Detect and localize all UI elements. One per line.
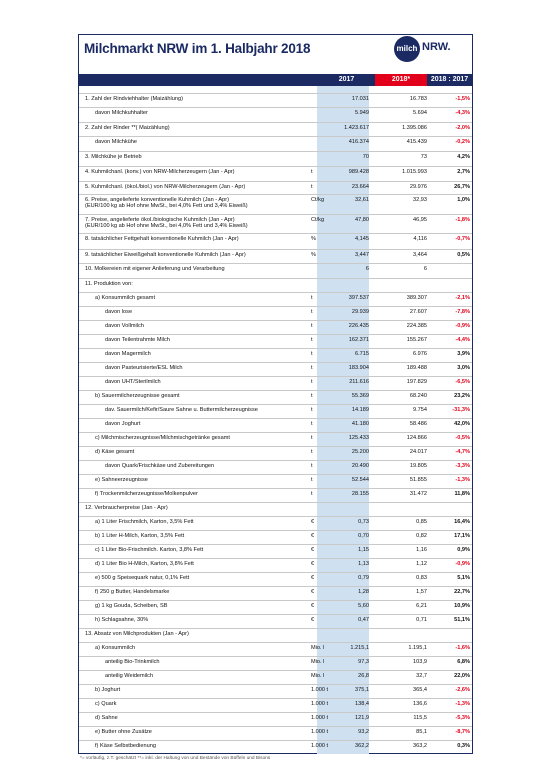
value-2017: 28.155	[351, 491, 369, 497]
value-2018: 19.805	[409, 463, 427, 469]
row-unit: %	[311, 236, 316, 242]
row-separator	[79, 446, 472, 447]
value-2017: 375,1	[355, 687, 369, 693]
row-separator	[79, 628, 472, 629]
value-2018: 197.829	[406, 379, 427, 385]
change-percent: -2,6%	[455, 687, 470, 693]
row-separator	[79, 214, 472, 215]
change-percent: -4,3%	[455, 110, 470, 116]
row-separator	[79, 107, 472, 108]
row-label: c) 1 Liter Bio-Frischmilch. Karton, 3,8% Fett	[95, 547, 204, 553]
row-label: 13. Absatz von Milchprodukten (Jan - Apr)	[85, 631, 189, 637]
value-2017: 14.189	[351, 407, 369, 413]
value-2017: 0,73	[358, 519, 369, 525]
row-separator	[79, 516, 472, 517]
change-percent: -4,7%	[455, 449, 470, 455]
row-unit: €	[311, 589, 315, 595]
change-percent: 3,9%	[457, 351, 470, 357]
row-label: e) Butter ohne Zusätze	[95, 729, 152, 735]
value-2017: 93,2	[358, 729, 369, 735]
value-2017: 121,9	[355, 715, 369, 721]
value-2017: 125.433	[348, 435, 369, 441]
value-2018: 1.015.993	[402, 169, 427, 175]
value-2018: 415.439	[406, 139, 427, 145]
row-unit: t	[311, 463, 313, 469]
table-row	[79, 184, 472, 198]
value-2017: 6	[365, 266, 369, 272]
row-separator	[79, 712, 472, 713]
value-2017: 4,145	[355, 236, 369, 242]
row-unit: €	[311, 561, 315, 567]
row-label: davon Milchkuhhalter	[95, 110, 148, 116]
row-label: davon Pasteurisierte/ESL Milch	[105, 365, 183, 371]
row-unit: t	[311, 184, 313, 190]
change-percent: 6,8%	[457, 659, 470, 665]
value-2018: 3,464	[413, 252, 427, 258]
row-label: davon Magermilch	[105, 351, 151, 357]
row-separator	[79, 502, 472, 503]
value-2018: 1.395.086	[402, 125, 427, 131]
change-percent: 2,7%	[457, 169, 470, 175]
value-2017: 211.616	[349, 379, 369, 385]
row-label: 10. Molkereien mit eigener Anlieferung und Verarbeitung	[85, 266, 225, 272]
row-unit: t	[311, 393, 313, 399]
value-2018: 73	[420, 154, 427, 160]
row-separator	[79, 376, 472, 377]
value-2018: 1,57	[416, 589, 427, 595]
change-percent: -5,3%	[455, 715, 470, 721]
row-separator	[79, 166, 472, 167]
change-percent: 0,3%	[457, 743, 470, 749]
row-separator	[79, 348, 472, 349]
change-percent: -1,3%	[455, 701, 470, 707]
row-unit: t	[311, 169, 313, 175]
change-percent: -1,3%	[455, 477, 470, 483]
value-2017: 3,447	[355, 252, 369, 258]
row-separator	[79, 670, 472, 671]
header-change: 2018 : 2017	[430, 76, 469, 83]
value-2018: 115,5	[413, 715, 427, 721]
row-separator	[79, 306, 472, 307]
value-2018: 46,95	[413, 217, 427, 223]
change-percent: -31,3%	[452, 407, 470, 413]
value-2018: 1.195,1	[408, 645, 427, 651]
row-separator	[79, 726, 472, 727]
row-separator	[79, 460, 472, 461]
row-separator	[79, 684, 472, 685]
value-2018: 24.017	[409, 449, 427, 455]
row-separator	[79, 614, 472, 615]
value-2017: 6.715	[355, 351, 369, 357]
value-2018: 189.488	[406, 365, 427, 371]
value-2017: 5.949	[355, 110, 369, 116]
value-2018: 51.855	[409, 477, 427, 483]
value-2018: 16.783	[409, 96, 427, 102]
row-separator	[79, 362, 472, 363]
row-separator	[79, 249, 472, 250]
page-title: Milchmarkt NRW im 1. Halbjahr 2018	[84, 41, 311, 56]
row-unit: Mio. l	[311, 659, 325, 665]
row-label: d) 1 Liter Bio H-Milch, Karton, 3,8% Fett	[95, 561, 194, 567]
row-separator	[79, 418, 472, 419]
change-percent: 22,0%	[454, 673, 470, 679]
row-unit: 1.000 t	[311, 687, 329, 693]
row-label: davon Quark/Frischkäse und Zubereitungen	[105, 463, 215, 469]
row-label: davon Teilentrahmte Milch	[105, 337, 170, 343]
value-2018: 6	[423, 266, 427, 272]
value-2017: 183.904	[348, 365, 369, 371]
row-label: anteilig Weidemilch	[105, 673, 154, 679]
row-unit: €	[311, 519, 315, 525]
row-label: 12. Verbraucherpreise (Jan - Apr)	[85, 505, 168, 511]
row-unit: Ct/kg	[311, 217, 325, 223]
value-2018: 124.866	[406, 435, 427, 441]
value-2018: 389.307	[406, 295, 427, 301]
row-label: e) 500 g Speisequark natur, 0,1% Fett	[95, 575, 190, 581]
row-label: d) Käse gesamt	[95, 449, 135, 455]
row-unit: €	[311, 547, 315, 553]
value-2018: 224.385	[406, 323, 427, 329]
row-separator	[79, 181, 472, 182]
value-2017: 1,13	[358, 561, 369, 567]
change-percent: 23,2%	[454, 393, 470, 399]
value-2018: 0,82	[416, 533, 427, 539]
value-2017: 0,70	[358, 533, 369, 539]
row-label: davon lose	[105, 309, 133, 315]
row-label: davon Milchkühe	[95, 139, 137, 145]
change-percent: -0,9%	[455, 561, 470, 567]
row-unit: t	[311, 491, 313, 497]
footnote: *= vorläufig, z.T. geschätzt **= inkl. der Haltung von und Bestände von Büffeln und Bisons	[80, 756, 271, 761]
change-percent: -6,5%	[455, 379, 470, 385]
row-unit: %	[311, 252, 316, 258]
row-separator	[79, 136, 472, 137]
row-separator	[79, 572, 472, 573]
row-separator	[79, 122, 472, 123]
row-separator	[79, 530, 472, 531]
change-percent: -2,1%	[455, 295, 470, 301]
value-2017: 26,8	[358, 673, 369, 679]
row-unit: t	[311, 477, 313, 483]
row-unit: t	[311, 323, 313, 329]
row-unit: 1.000 t	[311, 715, 329, 721]
row-label: 4. Kuhmilchanl. (konv.) von NRW-Milcherzeugern (Jan - Apr)	[85, 169, 235, 175]
logo-circle: milch	[394, 36, 420, 62]
value-2018: 363,2	[413, 743, 427, 749]
row-label: a) 1 Liter Frischmilch, Karton, 3,5% Fett	[95, 519, 194, 525]
value-2018: 0,83	[416, 575, 427, 581]
value-2018: 155.267	[406, 337, 427, 343]
change-percent: -1,6%	[455, 645, 470, 651]
value-2017: 1,28	[358, 589, 369, 595]
value-2018: 32,93	[413, 197, 427, 203]
row-unit: Mio. l	[311, 673, 325, 679]
row-label: a) Konsummilch	[95, 645, 136, 651]
row-separator	[79, 390, 472, 391]
value-2017: 5,60	[358, 603, 369, 609]
value-2017: 1.215,1	[350, 645, 369, 651]
change-percent: -0,5%	[455, 435, 470, 441]
row-label: e) Sahneerzeugnisse	[95, 477, 148, 483]
value-2017: 362,2	[355, 743, 369, 749]
value-2017: 70	[362, 154, 369, 160]
value-2017: 52.544	[351, 477, 369, 483]
row-separator	[79, 586, 472, 587]
change-percent: 17,1%	[454, 533, 470, 539]
value-2017: 29.939	[351, 309, 369, 315]
row-label: b) Sauermilcherzeugnisse gesamt	[95, 393, 180, 399]
row-label: h) Schlagsahne, 30%	[95, 617, 149, 623]
change-percent: -8,7%	[455, 729, 470, 735]
value-2018: 32,7	[416, 673, 427, 679]
milch-nrw-logo	[394, 36, 468, 60]
change-percent: -3,3%	[455, 463, 470, 469]
value-2018: 85,1	[416, 729, 427, 735]
value-2018: 27.607	[409, 309, 427, 315]
value-2017: 226.435	[348, 323, 369, 329]
row-unit: t	[311, 309, 313, 315]
table-row	[79, 197, 472, 211]
value-2018: 4,116	[413, 236, 427, 242]
value-2017: 20.490	[351, 463, 369, 469]
value-2017: 1.423.617	[344, 125, 369, 131]
row-label: 11. Produktion von:	[85, 281, 133, 287]
row-label: d) Sahne	[95, 715, 118, 721]
row-separator	[79, 544, 472, 545]
value-2017: 41.180	[351, 421, 369, 427]
change-percent: 51,1%	[454, 617, 470, 623]
row-unit: 1.000 t	[311, 701, 329, 707]
value-2018: 136,6	[413, 701, 427, 707]
row-label: anteilig Bio-Trinkmilch	[105, 659, 160, 665]
table-row	[79, 217, 472, 231]
change-percent: 3,0%	[457, 365, 470, 371]
header-2017: 2017	[338, 76, 355, 83]
table-row	[79, 743, 472, 757]
change-percent: -1,5%	[455, 96, 470, 102]
row-label: davon UHT/Sterilmilch	[105, 379, 161, 385]
logo-text: NRW.	[422, 41, 451, 53]
row-unit: t	[311, 435, 313, 441]
row-unit: €	[311, 617, 315, 623]
row-label: b) Joghurt	[95, 687, 121, 693]
row-unit: t	[311, 295, 313, 301]
row-separator	[79, 93, 472, 94]
value-2017: 55.369	[351, 393, 369, 399]
value-2018: 9.754	[413, 407, 427, 413]
value-2018: 0,85	[416, 519, 427, 525]
row-separator	[79, 642, 472, 643]
change-percent: 11,8%	[454, 491, 470, 497]
row-label: g) 1 kg Gouda, Scheiben, SB	[95, 603, 168, 609]
row-label: 9. tatsächlicher Eiweißgehalt konventionelle Kuhmilch (Jan - Apr)	[85, 252, 246, 258]
row-unit: €	[311, 533, 315, 539]
row-label: a) Konsummilch gesamt	[95, 295, 155, 301]
row-unit: 1.000 t	[311, 729, 329, 735]
change-percent: 16,4%	[454, 519, 470, 525]
row-unit: t	[311, 449, 313, 455]
value-2018: 0,71	[416, 617, 427, 623]
value-2018: 31.472	[409, 491, 427, 497]
value-2018: 365,4	[413, 687, 427, 693]
change-percent: -0,7%	[455, 236, 470, 242]
header-2018: 2018*	[375, 74, 427, 86]
value-2017: 162.371	[348, 337, 369, 343]
row-separator	[79, 194, 472, 195]
row-label: c) Quark	[95, 701, 117, 707]
row-label: b) 1 Liter H-Milch, Karton, 3,5% Fett	[95, 533, 185, 539]
value-2017: 989.428	[348, 169, 369, 175]
change-percent: -4,4%	[455, 337, 470, 343]
row-separator	[79, 278, 472, 279]
value-2017: 25.200	[351, 449, 369, 455]
row-label: f) Käse Selbstbedienung	[95, 743, 156, 749]
change-percent: -7,8%	[455, 309, 470, 315]
value-2017: 0,79	[358, 575, 369, 581]
value-2018: 5.694	[413, 110, 427, 116]
change-percent: 26,7%	[454, 184, 470, 190]
change-percent: 4,2%	[457, 154, 470, 160]
row-separator	[79, 558, 472, 559]
row-separator	[79, 233, 472, 234]
value-2017: 416.374	[348, 139, 369, 145]
table-header	[79, 74, 472, 86]
change-percent: 42,0%	[454, 421, 470, 427]
row-unit: t	[311, 337, 313, 343]
value-2018: 1,12	[416, 561, 427, 567]
row-unit: t	[311, 421, 313, 427]
value-2017: 1,15	[358, 547, 369, 553]
change-percent: -1,8%	[455, 217, 470, 223]
change-percent: -0,2%	[455, 139, 470, 145]
row-label: dav. Sauermilch/Kefir/Saure Sahne u. Buttermilcherzeugnisse	[105, 407, 258, 413]
row-unit: €	[311, 575, 315, 581]
row-separator	[79, 320, 472, 321]
row-separator	[79, 488, 472, 489]
row-separator	[79, 600, 472, 601]
row-unit: Ct/kg	[311, 197, 325, 203]
table-row	[79, 236, 472, 250]
row-label: f) Trockenmilcherzeugnisse/Molkenpulver	[95, 491, 198, 497]
value-2017: 32,61	[355, 197, 369, 203]
value-2018: 29.976	[409, 184, 427, 190]
change-percent: 22,7%	[454, 589, 470, 595]
change-percent: 0,5%	[457, 252, 470, 258]
row-label: 1. Zahl der Rindviehhalter (Maizählung)	[85, 96, 183, 102]
row-separator	[79, 656, 472, 657]
value-2018: 1,16	[416, 547, 427, 553]
row-label: f) 250 g Butter, Handelsmarke	[95, 589, 170, 595]
value-2018: 6,21	[416, 603, 427, 609]
value-2017: 0,47	[358, 617, 369, 623]
value-2017: 397.537	[348, 295, 369, 301]
value-2017: 23.664	[351, 184, 369, 190]
row-separator	[79, 151, 472, 152]
row-separator	[79, 404, 472, 405]
row-separator	[79, 292, 472, 293]
row-label: 3. Milchkühe je Betrieb	[85, 154, 142, 160]
value-2017: 17.031	[351, 96, 369, 102]
value-2018: 58.486	[409, 421, 427, 427]
row-separator	[79, 698, 472, 699]
row-separator	[79, 474, 472, 475]
row-unit: t	[311, 365, 313, 371]
row-unit: t	[311, 351, 313, 357]
change-percent: -2,0%	[455, 125, 470, 131]
value-2017: 47,80	[355, 217, 369, 223]
value-2018: 68.240	[409, 393, 427, 399]
value-2017: 97,3	[358, 659, 369, 665]
value-2018: 6.976	[413, 351, 427, 357]
change-percent: 5,1%	[457, 575, 470, 581]
row-label: 2. Zahl der Rinder **( Maizählung)	[85, 125, 170, 131]
row-unit: Mio. l	[311, 645, 325, 651]
change-percent: -0,9%	[455, 323, 470, 329]
row-separator	[79, 263, 472, 264]
row-label: c) Milchmischerzeugnisse/Milchmischgetränke gesamt	[95, 435, 230, 441]
change-percent: 0,9%	[457, 547, 470, 553]
row-unit: €	[311, 603, 315, 609]
value-2018: 103,9	[413, 659, 427, 665]
value-2017: 138,4	[355, 701, 369, 707]
row-unit: t	[311, 407, 313, 413]
row-separator	[79, 740, 472, 741]
row-unit: 1.000 t	[311, 743, 329, 749]
row-label: 7. Preise, angelieferte ökol./biologische Kuhmilch (Jan - Apr) (EUR/100 kg ab Hof ohne MwSt., bei 4,0% Fett und 3,4% Eiweiß)	[85, 217, 248, 230]
row-separator	[79, 432, 472, 433]
row-label: 5. Kuhmilchanl. (ökol./biol.) von NRW-Milcherzeugern (Jan - Apr)	[85, 184, 246, 190]
row-label: 8. tatsächlicher Fettgehalt konventionelle Kuhmilch (Jan - Apr)	[85, 236, 239, 242]
change-percent: 1,0%	[457, 197, 470, 203]
change-percent: 10,9%	[454, 603, 470, 609]
row-separator	[79, 334, 472, 335]
row-label: 6. Preise, angelieferte konventionelle Kuhmilch (Jan - Apr) (EUR/100 kg ab Hof ohne MwSt., bei 4,0% Fett und 3,4% Eiweiß)	[85, 197, 248, 210]
row-label: davon Vollmilch	[105, 323, 144, 329]
row-label: davon Joghurt	[105, 421, 141, 427]
row-unit: t	[311, 379, 313, 385]
